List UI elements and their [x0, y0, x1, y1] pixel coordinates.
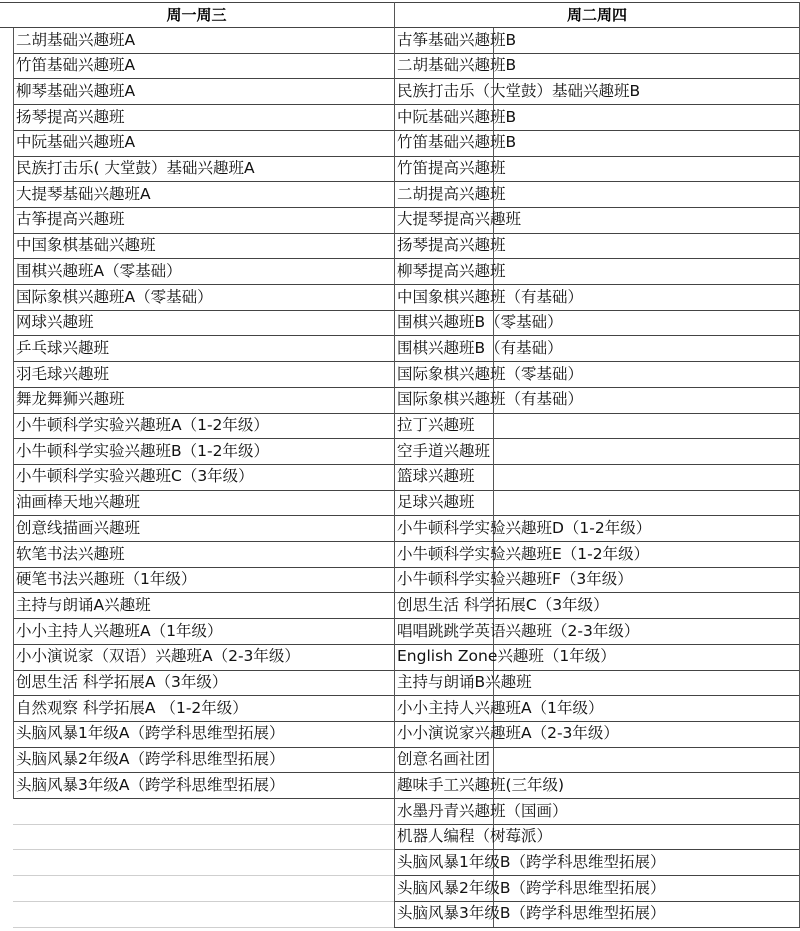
- left-class-cell: 国际象棋兴趣班A（零基础）: [16, 287, 213, 306]
- left-class-cell: 小小演说家（双语）兴趣班A（2-3年级）: [16, 647, 300, 666]
- left-class-cell: 头脑风暴2年级A（跨学科思维型拓展）: [16, 750, 285, 769]
- right-class-cell: 头脑风暴3年级B（跨学科思维型拓展）: [397, 904, 666, 923]
- right-class-cell: 小小主持人兴趣班A（1年级）: [397, 698, 604, 717]
- right-class-cell: 主持与朗诵B兴趣班: [397, 673, 532, 691]
- left-class-cell: 主持与朗诵A兴趣班: [16, 595, 151, 614]
- left-class-cell: 古筝提高兴趣班: [16, 210, 125, 229]
- row-divider-left-empty: [13, 849, 394, 850]
- row-divider-left-empty: [13, 875, 394, 876]
- left-class-cell: 小小主持人兴趣班A（1年级）: [16, 621, 223, 640]
- left-class-cell: 竹笛基础兴趣班A: [16, 56, 136, 75]
- right-class-cell: 二胡基础兴趣班B: [397, 56, 517, 75]
- right-class-cell: 创思生活 科学拓展C（3年级）: [397, 595, 609, 614]
- right-class-cell: 小小演说家兴趣班A（2-3年级）: [397, 724, 619, 743]
- left-class-cell: 舞龙舞狮兴趣班: [16, 390, 125, 409]
- right-class-cell: 头脑风暴2年级B（跨学科思维型拓展）: [397, 878, 666, 897]
- left-class-cell: 油画棒天地兴趣班: [16, 493, 141, 512]
- right-class-cell: 围棋兴趣班B（有基础）: [397, 338, 563, 357]
- left-class-cell: 中阮基础兴趣班A: [16, 133, 136, 152]
- row-divider-left-empty: [13, 824, 394, 825]
- left-class-cell: 硬笔书法兴趣班（1年级）: [16, 570, 197, 589]
- left-class-cell: 网球兴趣班: [16, 313, 94, 332]
- left-class-cell: 乒乓球兴趣班: [16, 338, 110, 357]
- left-class-cell: 柳琴基础兴趣班A: [16, 81, 136, 100]
- right-class-cell: 国际象棋兴趣班（零基础）: [397, 364, 584, 383]
- left-class-cell: 小牛顿科学实验兴趣班B（1-2年级）: [16, 441, 269, 460]
- right-class-cell: 中阮基础兴趣班B: [397, 107, 517, 126]
- left-class-cell: 二胡基础兴趣班A: [16, 30, 136, 49]
- right-class-cell: 机器人编程（树莓派）: [397, 827, 553, 846]
- right-class-cell: 竹笛提高兴趣班: [397, 159, 506, 177]
- left-class-cell: 扬琴提高兴趣班: [16, 107, 125, 126]
- right-class-cell: 竹笛基础兴趣班B: [397, 133, 517, 152]
- right-class-cell: 大提琴提高兴趣班: [397, 210, 522, 229]
- left-class-cell: 围棋兴趣班A（零基础）: [16, 261, 182, 280]
- grid-top-line: [0, 2, 800, 3]
- left-class-cell: 头脑风暴1年级A（跨学科思维型拓展）: [16, 724, 285, 743]
- left-class-cell: 创思生活 科学拓展A（3年级）: [16, 673, 228, 691]
- left-class-cell: 软笔书法兴趣班: [16, 544, 125, 563]
- left-class-cell: 头脑风暴3年级A（跨学科思维型拓展）: [16, 775, 285, 794]
- right-class-cell: 柳琴提高兴趣班: [397, 261, 506, 280]
- right-class-cell: 围棋兴趣班B（零基础）: [397, 313, 563, 332]
- right-class-cell: 国际象棋兴趣班（有基础）: [397, 390, 584, 409]
- left-class-cell: 创意线描画兴趣班: [16, 518, 141, 537]
- right-class-cell: 民族打击乐（大堂鼓）基础兴趣班B: [397, 81, 641, 100]
- right-class-cell: 扬琴提高兴趣班: [397, 236, 506, 255]
- left-class-cell: 小牛顿科学实验兴趣班A（1-2年级）: [16, 416, 269, 434]
- row-divider-left-empty: [13, 901, 394, 902]
- right-class-cell: 足球兴趣班: [397, 493, 475, 512]
- left-class-cell: 自然观察 科学拓展A （1-2年级）: [16, 698, 248, 717]
- right-class-cell: 古筝基础兴趣班B: [397, 30, 517, 49]
- left-class-cell: 大提琴基础兴趣班A: [16, 184, 151, 203]
- left-class-cell: 小牛顿科学实验兴趣班C（3年级）: [16, 467, 254, 486]
- right-class-cell: 头脑风暴1年级B（跨学科思维型拓展）: [397, 852, 666, 871]
- header-mon-wed: 周一周三: [166, 6, 227, 24]
- right-class-cell: 二胡提高兴趣班: [397, 184, 506, 203]
- left-class-cell: 民族打击乐( 大堂鼓）基础兴趣班A: [16, 159, 255, 177]
- right-class-cell: 小牛顿科学实验兴趣班E（1-2年级）: [397, 544, 650, 563]
- right-class-cell: 拉丁兴趣班: [397, 416, 475, 434]
- row-divider-left-empty: [13, 927, 394, 928]
- left-class-cell: 羽毛球兴趣班: [16, 364, 110, 383]
- right-class-cell: 空手道兴趣班: [397, 441, 491, 460]
- right-class-cell: 水墨丹青兴趣班（国画）: [397, 801, 568, 820]
- right-class-cell: 小牛顿科学实验兴趣班D（1-2年级）: [397, 518, 652, 537]
- right-class-cell: 趣味手工兴趣班(三年级): [397, 775, 565, 794]
- right-class-cell: 小牛顿科学实验兴趣班F（3年级）: [397, 570, 633, 589]
- right-class-cell: 唱唱跳跳学英语兴趣班（2-3年级）: [397, 621, 640, 640]
- right-class-cell: 篮球兴趣班: [397, 467, 475, 486]
- right-class-cell: English Zone兴趣班（1年级）: [397, 647, 616, 666]
- right-class-cell: 中国象棋兴趣班（有基础）: [397, 287, 584, 306]
- right-class-cell: 创意名画社团: [397, 750, 491, 769]
- left-class-cell: 中国象棋基础兴趣班: [16, 236, 156, 255]
- header-tue-thu: 周二周四: [566, 6, 627, 24]
